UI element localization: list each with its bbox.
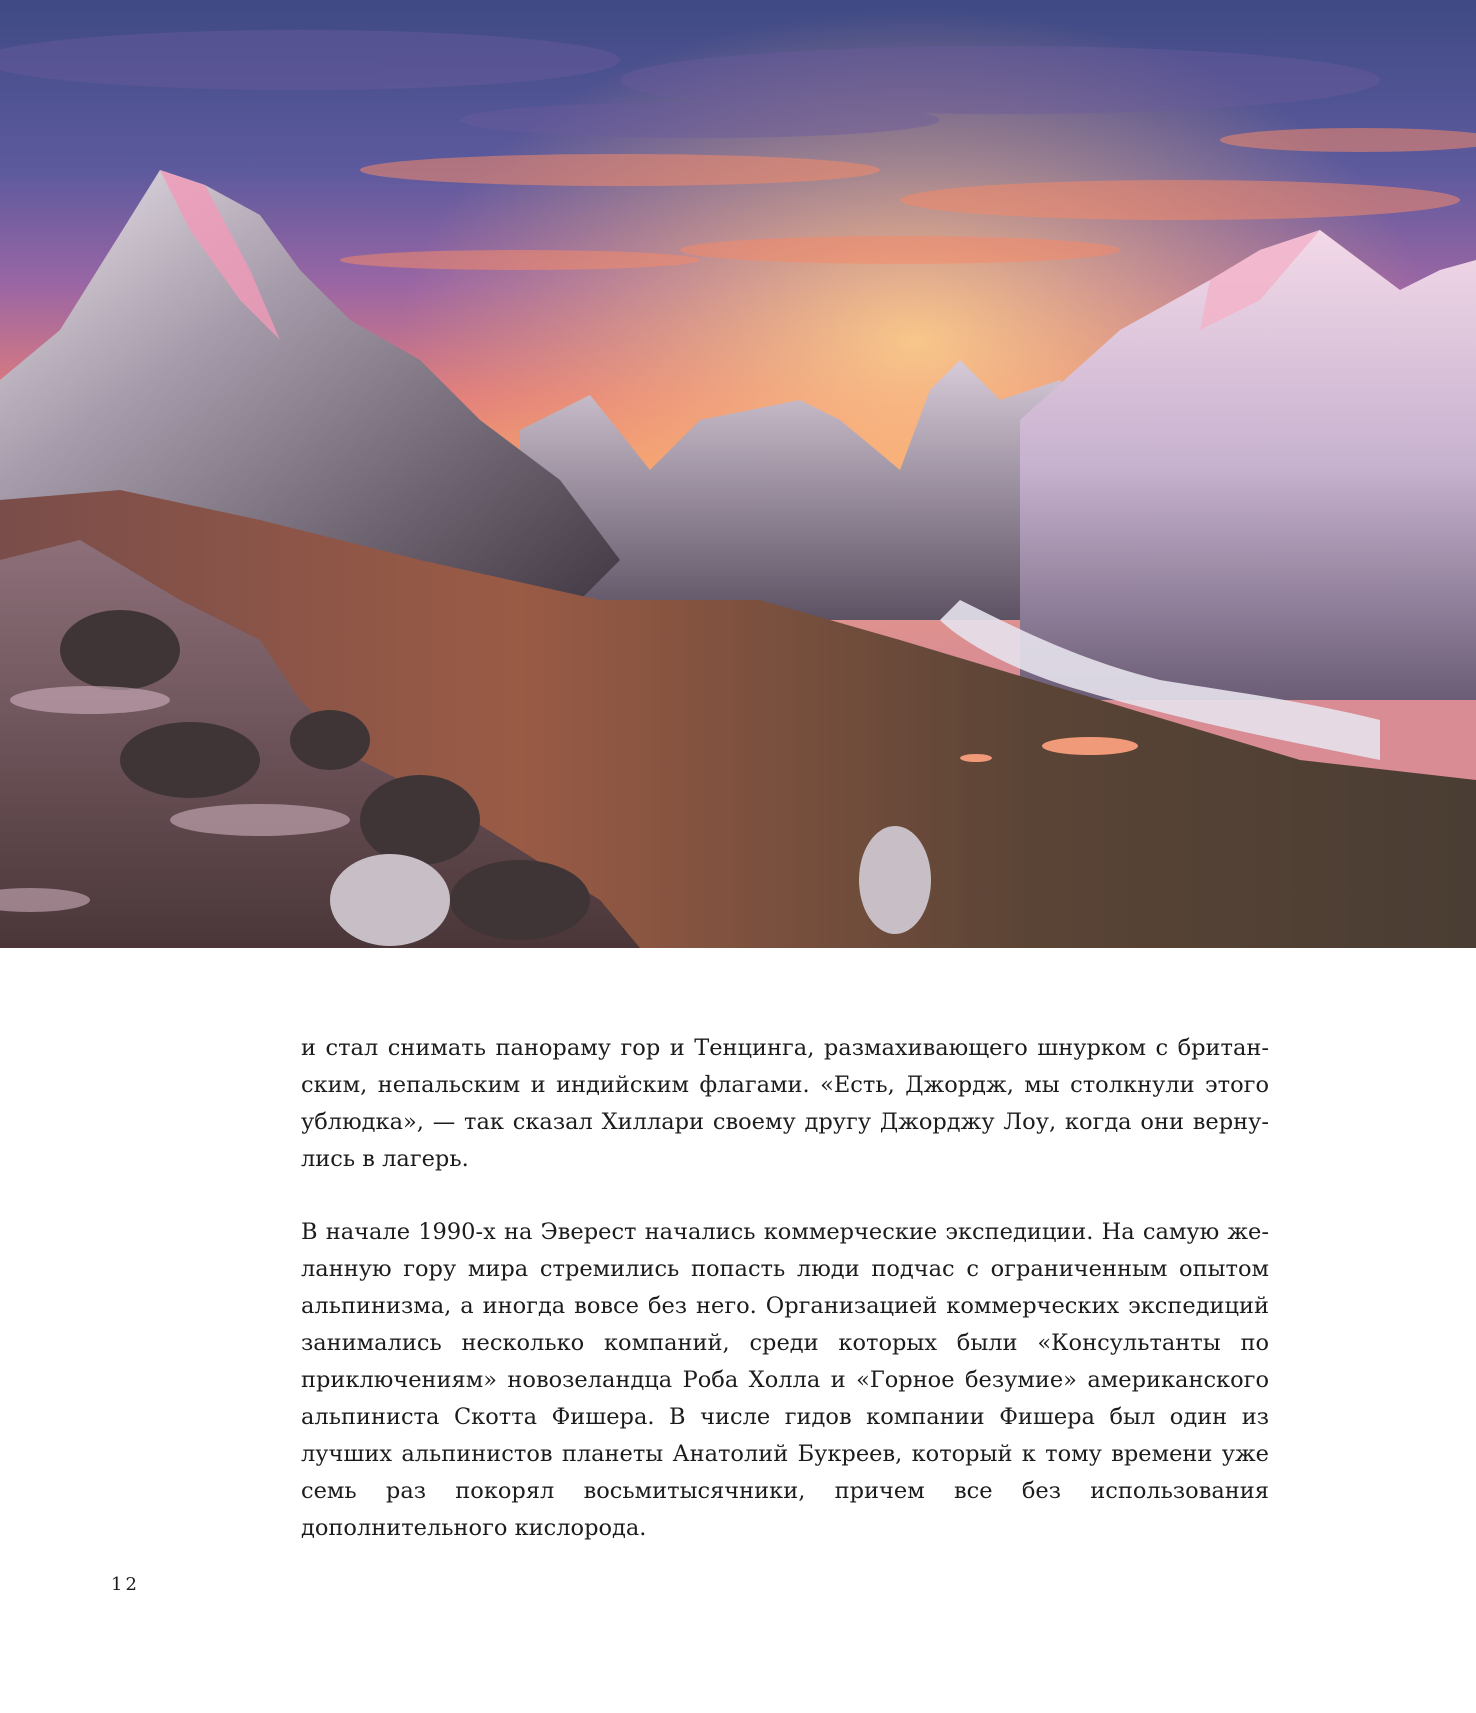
body-text xyxy=(301,1030,1269,1547)
page-number: 12 xyxy=(111,1574,140,1595)
paragraph: и стал снимать панораму гор и Тенцинга, размахивающего шнурком с британским, непальским и индийским флагами. «Есть, Джордж, мы столкнули этого ублюдка», — так сказал Хиллари своему другу Джорджу Лоу, когда они вернулись в лагерь. xyxy=(301,1035,1269,1172)
paragraph: В начале 1990-х на Эверест начались коммерческие экспедиции. На самую желанную гору мира стремились попасть люди подчас с ограниченным опытом альпинизма, а иногда вовсе без него. Организацией коммерческих экспедиций занимались несколько компаний, среди которых были «Консультанты по приключениям» новозеландца Роба Холла и «Горное безумие» американского альпиниста Скотта Фишера. В числе гидов компании Фишера был один из лучших альпинистов планеты Анатолий Букреев, который к тому времени уже семь раз покорял восьмитысячники, причем все без использования дополнительного кислорода. xyxy=(301,1219,1269,1541)
